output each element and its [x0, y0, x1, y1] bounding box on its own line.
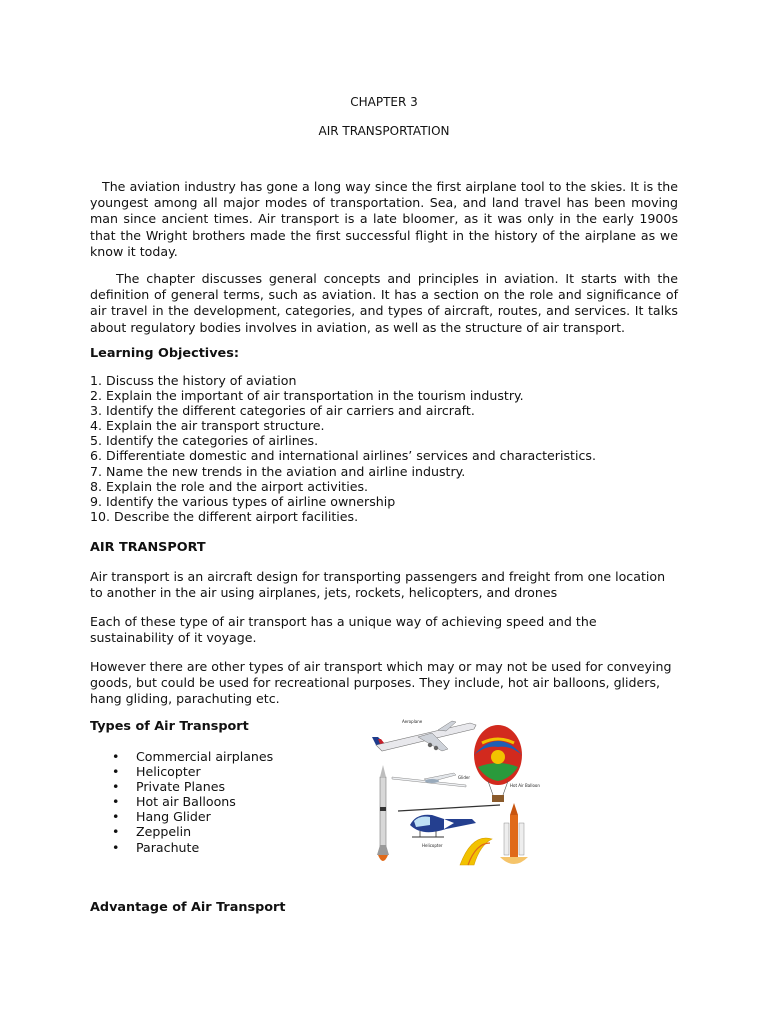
collage-illustration: [370, 715, 542, 871]
list-item: [112, 779, 273, 794]
list-item: 4. Explain the air transport structure.: [90, 418, 325, 434]
list-item-label: Helicopter: [136, 764, 201, 780]
airliner-icon: [372, 721, 476, 751]
helicopter-icon: [398, 805, 500, 837]
intro-paragraph-2: The chapter discusses general concepts and principles in aviation. It starts with the definition of general terms, such as aviation. It has a section on the role and significance of air travel in the development, categories, and types of aircraft, routes, and services. It talks about regulatory bodies involves in aviation, as well as the structure of air transport.: [90, 271, 678, 335]
air-transport-collage: [370, 715, 542, 871]
chapter-title: AIR TRANSPORTATION: [318, 124, 450, 138]
bullet: •: [112, 749, 120, 764]
list-item-label: Commercial airplanes: [136, 749, 274, 764]
list-item: [112, 749, 273, 764]
list-item: 1. Discuss the history of aviation: [90, 373, 297, 388]
list-item: [112, 764, 273, 779]
list-item: [112, 809, 273, 824]
helicopter-label: Helicopter: [422, 843, 443, 848]
glider-label: Glider: [458, 775, 470, 780]
learning-objectives-list: [90, 373, 596, 524]
list-item-label: Parachute: [136, 839, 200, 855]
list-item-label: Hot air Balloons: [136, 794, 236, 810]
bullet: •: [112, 824, 120, 840]
list-item-label: Zeppelin: [136, 824, 192, 840]
hot-air-balloon-icon: [474, 725, 522, 802]
glider-icon: [392, 773, 466, 787]
air-transport-paragraph-2: Each of these type of air transport has a unique way of achieving speed and the sustainability of it voyage.: [90, 614, 597, 646]
air-transport-heading: AIR TRANSPORT: [90, 540, 206, 555]
list-item-label: Private Planes: [136, 779, 226, 795]
list-item-label: Hang Glider: [136, 809, 211, 825]
bullet: •: [112, 809, 120, 825]
aeroplane-label: Aeroplane: [402, 719, 423, 724]
rocket-icon: [377, 765, 389, 861]
list-item: [112, 824, 273, 839]
chapter-label: CHAPTER 3: [350, 95, 418, 109]
list-item: 2. Explain the important of air transportation in the tourism industry.: [90, 388, 524, 404]
list-item: 10. Describe the different airport facilities.: [90, 508, 359, 524]
list-item: 8. Explain the role and the airport activities.: [90, 478, 369, 494]
list-item: 7. Name the new trends in the aviation and airline industry.: [90, 463, 466, 479]
list-item: [112, 794, 273, 809]
types-heading: Types of Air Transport: [90, 719, 249, 734]
list-item: [112, 840, 273, 855]
air-transport-paragraph-1: Air transport is an aircraft design for transporting passengers and freight from one location to another in the air using airplanes, jets, rockets, helicopters, and drones: [90, 569, 666, 601]
bullet: •: [112, 764, 120, 780]
air-transport-paragraph-3: However there are other types of air transport which may or may not be used for conveying goods, but could be used for recreational purposes. They include, hot air balloons, gliders, hang gliding, parachuting etc.: [90, 659, 672, 707]
learning-objectives-heading: Learning Objectives:: [90, 346, 239, 361]
list-item: 3. Identify the different categories of air carriers and aircraft.: [90, 403, 475, 419]
list-item: 5. Identify the categories of airlines.: [90, 433, 319, 449]
list-item: 6. Differentiate domestic and international airlines’ services and characteristics.: [90, 448, 596, 464]
advantage-heading: Advantage of Air Transport: [90, 900, 286, 915]
bullet: •: [112, 839, 120, 855]
space-shuttle-icon: [500, 803, 528, 864]
hang-glider-icon: [460, 838, 492, 865]
list-item: 9. Identify the various types of airline ownership: [90, 493, 396, 509]
bullet: •: [112, 794, 120, 810]
types-list: [112, 749, 273, 855]
bullet: •: [112, 779, 120, 795]
intro-paragraph-1: The aviation industry has gone a long way since the first airplane tool to the skies. It is the youngest among all major modes of transportation. Sea, and land travel has been moving man since ancient times. Air transport is a late bloomer, as it was only in the early 1900s that the Wright brothers made the first successful flight in the history of the airplane as we know it today.: [90, 179, 678, 259]
balloon-label: Hot Air Balloon: [510, 783, 540, 788]
